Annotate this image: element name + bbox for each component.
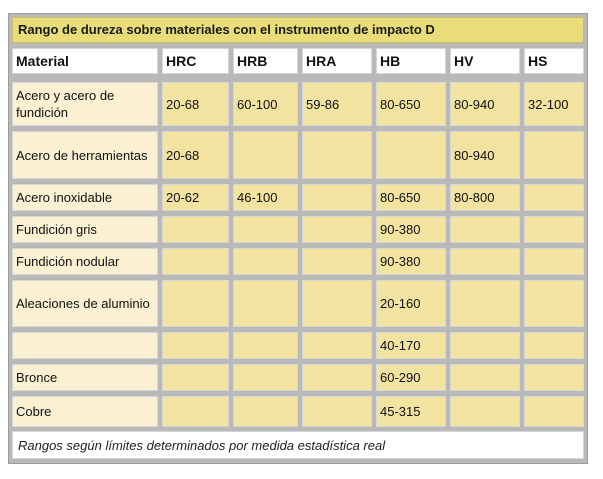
value-cell-hv: 80-940 [450,131,520,179]
value-cell-hrc: 20-68 [162,131,229,179]
value-cell-hra [302,280,372,327]
value-cell-hra [302,396,372,427]
value-cell-hs [524,216,584,243]
value-cell-hrb [233,364,298,391]
value-cell-hra [302,184,372,211]
value-cell-hra [302,364,372,391]
material-cell: Aleaciones de aluminio [12,280,158,327]
value-cell-hra [302,131,372,179]
material-cell: Fundición gris [12,216,158,243]
value-cell-hv [450,280,520,327]
value-cell-hb: 80-650 [376,82,446,126]
value-cell-hrb [233,131,298,179]
value-cell-hb: 45-315 [376,396,446,427]
column-header-hb: HB [376,48,446,74]
material-cell: Acero inoxidable [12,184,158,211]
value-cell-hv [450,364,520,391]
material-cell: Acero y acero de fundición [12,82,158,126]
value-cell-hra [302,248,372,275]
value-cell-hrb [233,216,298,243]
value-cell-hv [450,396,520,427]
value-cell-hra [302,216,372,243]
value-cell-hb: 90-380 [376,216,446,243]
value-cell-hrb [233,248,298,275]
value-cell-hrb: 46-100 [233,184,298,211]
value-cell-hra: 59-86 [302,82,372,126]
column-header-hrb: HRB [233,48,298,74]
column-header-hra: HRA [302,48,372,74]
value-cell-hrc [162,280,229,327]
value-cell-hrb: 60-100 [233,82,298,126]
value-cell-hb: 40-170 [376,332,446,359]
value-cell-hs [524,364,584,391]
value-cell-hv [450,248,520,275]
value-cell-hs [524,280,584,327]
material-cell [12,332,158,359]
value-cell-hrc [162,332,229,359]
value-cell-hs [524,184,584,211]
value-cell-hv [450,332,520,359]
value-cell-hrc: 20-68 [162,82,229,126]
table-title: Rango de dureza sobre materiales con el instrumento de impacto D [12,17,584,43]
value-cell-hrb [233,396,298,427]
value-cell-hs [524,396,584,427]
value-cell-hrc [162,396,229,427]
value-cell-hrc [162,248,229,275]
column-header-hs: HS [524,48,584,74]
column-header-hrc: HRC [162,48,229,74]
value-cell-hb: 60-290 [376,364,446,391]
value-cell-hrc: 20-62 [162,184,229,211]
value-cell-hrb [233,280,298,327]
value-cell-hb [376,131,446,179]
material-cell: Cobre [12,396,158,427]
value-cell-hv: 80-800 [450,184,520,211]
value-cell-hs [524,248,584,275]
value-cell-hv [450,216,520,243]
value-cell-hrc [162,216,229,243]
material-cell: Acero de herramientas [12,131,158,179]
table-footnote: Rangos según límites determinados por medida estadística real [12,431,584,459]
value-cell-hrc [162,364,229,391]
column-header-hv: HV [450,48,520,74]
value-cell-hs: 32-100 [524,82,584,126]
value-cell-hv: 80-940 [450,82,520,126]
value-cell-hb: 20-160 [376,280,446,327]
hardness-table [8,13,588,464]
material-cell: Fundición nodular [12,248,158,275]
column-header-material: Material [12,48,158,74]
value-cell-hb: 80-650 [376,184,446,211]
material-cell: Bronce [12,364,158,391]
value-cell-hs [524,332,584,359]
value-cell-hra [302,332,372,359]
value-cell-hs [524,131,584,179]
value-cell-hb: 90-380 [376,248,446,275]
value-cell-hrb [233,332,298,359]
